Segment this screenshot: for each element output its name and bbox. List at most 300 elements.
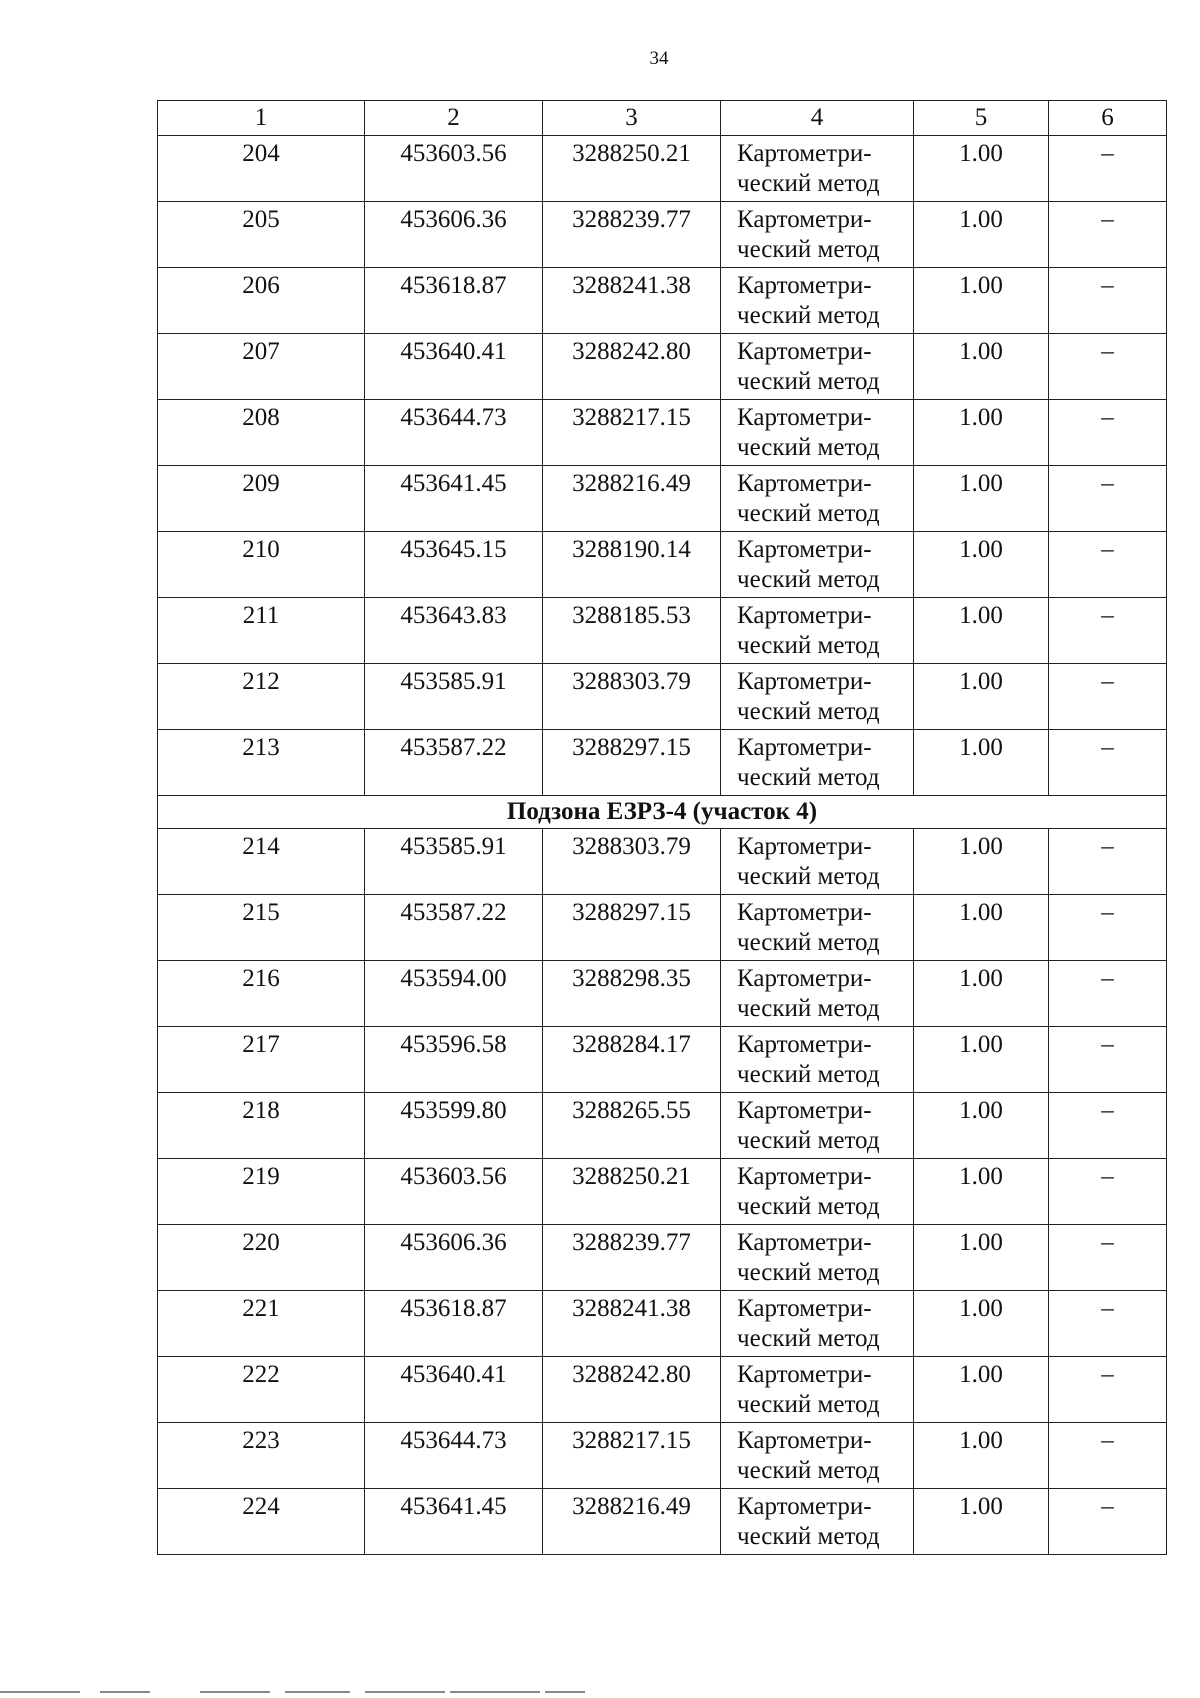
- x-coordinate-cell: [365, 268, 543, 334]
- note-cell-value: –: [1101, 1097, 1114, 1124]
- y-coordinate-cell: [543, 136, 721, 202]
- x-coordinate-cell: [365, 202, 543, 268]
- point-number-cell-value: 223: [242, 1427, 280, 1454]
- method-line-2: ческий метод: [737, 170, 880, 197]
- y-coordinate-cell-value: 3288241.38: [572, 1295, 691, 1322]
- accuracy-cell-value: 1.00: [959, 965, 1003, 992]
- point-number-cell: [158, 1093, 365, 1159]
- x-coordinate-cell-value: 453599.80: [400, 1097, 507, 1124]
- y-coordinate-cell: [543, 1093, 721, 1159]
- method-line-1: Картометри-: [737, 1097, 872, 1124]
- point-number-cell-value: 208: [242, 404, 280, 431]
- point-number-cell-value: 211: [242, 602, 280, 629]
- accuracy-cell-value: 1.00: [959, 734, 1003, 761]
- point-number-cell: [158, 961, 365, 1027]
- accuracy-cell-value: 1.00: [959, 1229, 1003, 1256]
- accuracy-cell-value: 1.00: [959, 1097, 1003, 1124]
- accuracy-cell: [914, 1159, 1049, 1225]
- note-cell: [1049, 202, 1167, 268]
- accuracy-cell-value: 1.00: [959, 140, 1003, 167]
- note-cell-value: –: [1101, 140, 1114, 167]
- note-cell: [1049, 1357, 1167, 1423]
- y-coordinate-cell-value: 3288297.15: [572, 899, 691, 926]
- point-number-cell-value: 213: [242, 734, 280, 761]
- x-coordinate-cell: [365, 1291, 543, 1357]
- header-cell: 1: [158, 101, 365, 136]
- y-coordinate-cell-value: 3288303.79: [572, 833, 691, 860]
- method-line-1: Картометри-: [737, 602, 872, 629]
- table-row: [158, 895, 1167, 961]
- note-cell-value: –: [1101, 668, 1114, 695]
- accuracy-cell-value: 1.00: [959, 668, 1003, 695]
- method-line-2: ческий метод: [737, 566, 880, 593]
- header-cell: 5: [914, 101, 1049, 136]
- method-line-2: ческий метод: [737, 1325, 880, 1352]
- method-line-1: Картометри-: [737, 470, 872, 497]
- note-cell-value: –: [1101, 272, 1114, 299]
- point-number-cell: [158, 136, 365, 202]
- x-coordinate-cell: [365, 136, 543, 202]
- method-cell: [721, 202, 914, 268]
- accuracy-cell-value: 1.00: [959, 602, 1003, 629]
- x-coordinate-cell: [365, 895, 543, 961]
- table-row: [158, 136, 1167, 202]
- accuracy-cell-value: 1.00: [959, 404, 1003, 431]
- x-coordinate-cell: [365, 1093, 543, 1159]
- y-coordinate-cell: [543, 202, 721, 268]
- accuracy-cell: [914, 202, 1049, 268]
- y-coordinate-cell-value: 3288297.15: [572, 734, 691, 761]
- method-line-1: Картометри-: [737, 1295, 872, 1322]
- accuracy-cell: [914, 268, 1049, 334]
- header-cell: 2: [365, 101, 543, 136]
- y-coordinate-cell: [543, 334, 721, 400]
- y-coordinate-cell-value: 3288216.49: [572, 1493, 691, 1520]
- y-coordinate-cell: [543, 664, 721, 730]
- note-cell-value: –: [1101, 734, 1114, 761]
- point-number-cell-value: 216: [242, 965, 280, 992]
- accuracy-cell-value: 1.00: [959, 1031, 1003, 1058]
- y-coordinate-cell-value: 3288250.21: [572, 1163, 691, 1190]
- header-cell: 4: [721, 101, 914, 136]
- method-line-1: Картометри-: [737, 1427, 872, 1454]
- note-cell: [1049, 1159, 1167, 1225]
- method-line-2: ческий метод: [737, 434, 880, 461]
- point-number-cell: [158, 1027, 365, 1093]
- accuracy-cell: [914, 136, 1049, 202]
- x-coordinate-cell: [365, 730, 543, 796]
- y-coordinate-cell: [543, 1225, 721, 1291]
- method-cell: [721, 895, 914, 961]
- method-line-2: ческий метод: [737, 1457, 880, 1484]
- method-cell: [721, 730, 914, 796]
- accuracy-cell: [914, 961, 1049, 1027]
- method-line-2: ческий метод: [737, 302, 880, 329]
- point-number-cell: [158, 1159, 365, 1225]
- method-line-1: Картометри-: [737, 1031, 872, 1058]
- accuracy-cell: [914, 664, 1049, 730]
- note-cell-value: –: [1101, 206, 1114, 233]
- x-coordinate-cell-value: 453606.36: [400, 1229, 507, 1256]
- table-row: [158, 829, 1167, 895]
- point-number-cell-value: 212: [242, 668, 280, 695]
- accuracy-cell-value: 1.00: [959, 206, 1003, 233]
- x-coordinate-cell: [365, 1423, 543, 1489]
- method-cell: [721, 664, 914, 730]
- method-line-2: ческий метод: [737, 632, 880, 659]
- table-row: [158, 532, 1167, 598]
- x-coordinate-cell-value: 453603.56: [400, 1163, 507, 1190]
- x-coordinate-cell: [365, 598, 543, 664]
- x-coordinate-cell-value: 453641.45: [400, 1493, 507, 1520]
- point-number-cell: [158, 895, 365, 961]
- method-line-2: ческий метод: [737, 368, 880, 395]
- table-row: [158, 961, 1167, 1027]
- method-cell: [721, 1093, 914, 1159]
- accuracy-cell-value: 1.00: [959, 1493, 1003, 1520]
- note-cell-value: –: [1101, 899, 1114, 926]
- table-row: [158, 466, 1167, 532]
- accuracy-cell: [914, 334, 1049, 400]
- method-line-1: Картометри-: [737, 1493, 872, 1520]
- accuracy-cell: [914, 1489, 1049, 1555]
- y-coordinate-cell-value: 3288284.17: [572, 1031, 691, 1058]
- y-coordinate-cell: [543, 895, 721, 961]
- note-cell-value: –: [1101, 1361, 1114, 1388]
- table-row: [158, 202, 1167, 268]
- point-number-cell-value: 209: [242, 470, 280, 497]
- scan-footer-marks: [0, 1688, 1200, 1698]
- accuracy-cell-value: 1.00: [959, 1295, 1003, 1322]
- method-line-2: ческий метод: [737, 1259, 880, 1286]
- point-number-cell-value: 217: [242, 1031, 280, 1058]
- x-coordinate-cell: [365, 400, 543, 466]
- y-coordinate-cell-value: 3288265.55: [572, 1097, 691, 1124]
- point-number-cell-value: 215: [242, 899, 280, 926]
- x-coordinate-cell: [365, 1027, 543, 1093]
- method-cell: [721, 334, 914, 400]
- y-coordinate-cell-value: 3288298.35: [572, 965, 691, 992]
- x-coordinate-cell-value: 453587.22: [400, 899, 507, 926]
- accuracy-cell-value: 1.00: [959, 899, 1003, 926]
- y-coordinate-cell-value: 3288217.15: [572, 1427, 691, 1454]
- method-line-2: ческий метод: [737, 1523, 880, 1550]
- method-cell: [721, 466, 914, 532]
- y-coordinate-cell: [543, 730, 721, 796]
- method-line-1: Картометри-: [737, 536, 872, 563]
- method-line-2: ческий метод: [737, 929, 880, 956]
- x-coordinate-cell-value: 453594.00: [400, 965, 507, 992]
- header-cell: 3: [543, 101, 721, 136]
- method-line-2: ческий метод: [737, 764, 880, 791]
- accuracy-cell-value: 1.00: [959, 1427, 1003, 1454]
- x-coordinate-cell-value: 453585.91: [400, 833, 507, 860]
- method-line-2: ческий метод: [737, 1127, 880, 1154]
- method-line-2: ческий метод: [737, 863, 880, 890]
- note-cell: [1049, 268, 1167, 334]
- x-coordinate-cell: [365, 1225, 543, 1291]
- accuracy-cell: [914, 895, 1049, 961]
- accuracy-cell-value: 1.00: [959, 536, 1003, 563]
- point-number-cell: [158, 1357, 365, 1423]
- x-coordinate-cell-value: 453606.36: [400, 206, 507, 233]
- table-row: [158, 1027, 1167, 1093]
- y-coordinate-cell-value: 3288217.15: [572, 404, 691, 431]
- note-cell: [1049, 1291, 1167, 1357]
- method-cell: [721, 1489, 914, 1555]
- y-coordinate-cell: [543, 598, 721, 664]
- note-cell: [1049, 730, 1167, 796]
- y-coordinate-cell: [543, 1027, 721, 1093]
- method-line-1: Картометри-: [737, 734, 872, 761]
- method-line-2: ческий метод: [737, 500, 880, 527]
- x-coordinate-cell: [365, 829, 543, 895]
- point-number-cell-value: 206: [242, 272, 280, 299]
- x-coordinate-cell-value: 453641.45: [400, 470, 507, 497]
- x-coordinate-cell-value: 453618.87: [400, 272, 507, 299]
- accuracy-cell: [914, 466, 1049, 532]
- method-line-1: Картометри-: [737, 206, 872, 233]
- note-cell-value: –: [1101, 470, 1114, 497]
- y-coordinate-cell: [543, 961, 721, 1027]
- table-row: [158, 1159, 1167, 1225]
- method-line-1: Картометри-: [737, 404, 872, 431]
- y-coordinate-cell: [543, 532, 721, 598]
- point-number-cell-value: 214: [242, 833, 280, 860]
- accuracy-cell-value: 1.00: [959, 1361, 1003, 1388]
- point-number-cell: [158, 730, 365, 796]
- note-cell: [1049, 1489, 1167, 1555]
- point-number-cell-value: 221: [242, 1295, 280, 1322]
- table-row: [158, 1357, 1167, 1423]
- section-row: [158, 796, 1167, 829]
- accuracy-cell: [914, 598, 1049, 664]
- x-coordinate-cell: [365, 1357, 543, 1423]
- method-line-2: ческий метод: [737, 995, 880, 1022]
- note-cell-value: –: [1101, 965, 1114, 992]
- note-cell-value: –: [1101, 536, 1114, 563]
- point-number-cell-value: 224: [242, 1493, 280, 1520]
- x-coordinate-cell-value: 453644.73: [400, 404, 507, 431]
- method-line-1: Картометри-: [737, 338, 872, 365]
- y-coordinate-cell: [543, 1357, 721, 1423]
- x-coordinate-cell-value: 453645.15: [400, 536, 507, 563]
- x-coordinate-cell: [365, 1159, 543, 1225]
- table-row: [158, 598, 1167, 664]
- table-row: [158, 268, 1167, 334]
- method-line-1: Картометри-: [737, 965, 872, 992]
- method-line-1: Картометри-: [737, 668, 872, 695]
- method-line-1: Картометри-: [737, 899, 872, 926]
- method-cell: [721, 961, 914, 1027]
- method-line-1: Картометри-: [737, 140, 872, 167]
- point-number-cell: [158, 202, 365, 268]
- accuracy-cell: [914, 1093, 1049, 1159]
- note-cell-value: –: [1101, 1295, 1114, 1322]
- note-cell-value: –: [1101, 338, 1114, 365]
- page-number: 34: [649, 48, 669, 69]
- note-cell: [1049, 1093, 1167, 1159]
- method-line-1: Картометри-: [737, 272, 872, 299]
- note-cell: [1049, 532, 1167, 598]
- note-cell: [1049, 1225, 1167, 1291]
- x-coordinate-cell-value: 453640.41: [400, 338, 507, 365]
- method-line-2: ческий метод: [737, 1193, 880, 1220]
- point-number-cell: [158, 664, 365, 730]
- accuracy-cell-value: 1.00: [959, 833, 1003, 860]
- method-cell: [721, 268, 914, 334]
- accuracy-cell: [914, 1357, 1049, 1423]
- note-cell: [1049, 334, 1167, 400]
- method-cell: [721, 136, 914, 202]
- table-row: [158, 1225, 1167, 1291]
- y-coordinate-cell: [543, 268, 721, 334]
- table-row: [158, 664, 1167, 730]
- x-coordinate-cell: [365, 961, 543, 1027]
- accuracy-cell: [914, 1027, 1049, 1093]
- x-coordinate-cell: [365, 532, 543, 598]
- y-coordinate-cell-value: 3288250.21: [572, 140, 691, 167]
- method-line-2: ческий метод: [737, 236, 880, 263]
- table-row: [158, 730, 1167, 796]
- note-cell: [1049, 598, 1167, 664]
- point-number-cell: [158, 400, 365, 466]
- accuracy-cell-value: 1.00: [959, 338, 1003, 365]
- method-cell: [721, 1027, 914, 1093]
- note-cell-value: –: [1101, 1031, 1114, 1058]
- point-number-cell-value: 219: [242, 1163, 280, 1190]
- y-coordinate-cell-value: 3288216.49: [572, 470, 691, 497]
- x-coordinate-cell: [365, 664, 543, 730]
- x-coordinate-cell-value: 453587.22: [400, 734, 507, 761]
- point-number-cell: [158, 1423, 365, 1489]
- y-coordinate-cell-value: 3288185.53: [572, 602, 691, 629]
- x-coordinate-cell-value: 453596.58: [400, 1031, 507, 1058]
- note-cell: [1049, 1423, 1167, 1489]
- table-row: [158, 400, 1167, 466]
- table-row: [158, 334, 1167, 400]
- accuracy-cell-value: 1.00: [959, 1163, 1003, 1190]
- point-number-cell: [158, 598, 365, 664]
- method-cell: [721, 1423, 914, 1489]
- point-number-cell: [158, 268, 365, 334]
- x-coordinate-cell: [365, 334, 543, 400]
- y-coordinate-cell: [543, 829, 721, 895]
- y-coordinate-cell-value: 3288241.38: [572, 272, 691, 299]
- method-cell: [721, 400, 914, 466]
- method-line-2: ческий метод: [737, 1061, 880, 1088]
- accuracy-cell: [914, 1291, 1049, 1357]
- accuracy-cell: [914, 730, 1049, 796]
- method-cell: [721, 1159, 914, 1225]
- table-row: [158, 1423, 1167, 1489]
- note-cell-value: –: [1101, 602, 1114, 629]
- note-cell: [1049, 961, 1167, 1027]
- y-coordinate-cell: [543, 1489, 721, 1555]
- method-line-1: Картометри-: [737, 833, 872, 860]
- section-title: Подзона ЕЗРЗ-4 (участок 4): [158, 796, 1167, 829]
- y-coordinate-cell-value: 3288303.79: [572, 668, 691, 695]
- method-cell: [721, 1357, 914, 1423]
- x-coordinate-cell-value: 453585.91: [400, 668, 507, 695]
- table-row: [158, 1291, 1167, 1357]
- note-cell: [1049, 400, 1167, 466]
- point-number-cell-value: 220: [242, 1229, 280, 1256]
- accuracy-cell: [914, 532, 1049, 598]
- point-number-cell: [158, 466, 365, 532]
- method-line-2: ческий метод: [737, 1391, 880, 1418]
- method-line-1: Картометри-: [737, 1361, 872, 1388]
- table-row: [158, 1093, 1167, 1159]
- y-coordinate-cell: [543, 400, 721, 466]
- table-row: [158, 1489, 1167, 1555]
- method-cell: [721, 829, 914, 895]
- method-cell: [721, 532, 914, 598]
- note-cell-value: –: [1101, 1427, 1114, 1454]
- x-coordinate-cell-value: 453618.87: [400, 1295, 507, 1322]
- point-number-cell-value: 205: [242, 206, 280, 233]
- note-cell: [1049, 136, 1167, 202]
- point-number-cell: [158, 1291, 365, 1357]
- accuracy-cell-value: 1.00: [959, 470, 1003, 497]
- y-coordinate-cell: [543, 466, 721, 532]
- accuracy-cell: [914, 829, 1049, 895]
- y-coordinate-cell-value: 3288239.77: [572, 1229, 691, 1256]
- accuracy-cell: [914, 1225, 1049, 1291]
- note-cell: [1049, 664, 1167, 730]
- y-coordinate-cell: [543, 1423, 721, 1489]
- x-coordinate-cell-value: 453640.41: [400, 1361, 507, 1388]
- method-line-2: ческий метод: [737, 698, 880, 725]
- note-cell-value: –: [1101, 833, 1114, 860]
- x-coordinate-cell: [365, 1489, 543, 1555]
- y-coordinate-cell-value: 3288242.80: [572, 1361, 691, 1388]
- method-cell: [721, 1225, 914, 1291]
- y-coordinate-cell-value: 3288239.77: [572, 206, 691, 233]
- point-number-cell-value: 210: [242, 536, 280, 563]
- x-coordinate-cell: [365, 466, 543, 532]
- y-coordinate-cell-value: 3288190.14: [572, 536, 691, 563]
- y-coordinate-cell-value: 3288242.80: [572, 338, 691, 365]
- point-number-cell: [158, 1489, 365, 1555]
- x-coordinate-cell-value: 453603.56: [400, 140, 507, 167]
- note-cell: [1049, 1027, 1167, 1093]
- x-coordinate-cell-value: 453644.73: [400, 1427, 507, 1454]
- accuracy-cell-value: 1.00: [959, 272, 1003, 299]
- note-cell-value: –: [1101, 1163, 1114, 1190]
- method-line-1: Картометри-: [737, 1229, 872, 1256]
- accuracy-cell: [914, 1423, 1049, 1489]
- y-coordinate-cell: [543, 1159, 721, 1225]
- note-cell-value: –: [1101, 404, 1114, 431]
- point-number-cell-value: 218: [242, 1097, 280, 1124]
- method-cell: [721, 598, 914, 664]
- note-cell: [1049, 466, 1167, 532]
- point-number-cell: [158, 532, 365, 598]
- header-cell: 6: [1049, 101, 1167, 136]
- note-cell: [1049, 895, 1167, 961]
- x-coordinate-cell-value: 453643.83: [400, 602, 507, 629]
- accuracy-cell: [914, 400, 1049, 466]
- coordinates-table: [157, 100, 1167, 1555]
- note-cell: [1049, 829, 1167, 895]
- point-number-cell: [158, 1225, 365, 1291]
- point-number-cell-value: 204: [242, 140, 280, 167]
- point-number-cell: [158, 829, 365, 895]
- point-number-cell-value: 222: [242, 1361, 280, 1388]
- note-cell-value: –: [1101, 1229, 1114, 1256]
- point-number-cell-value: 207: [242, 338, 280, 365]
